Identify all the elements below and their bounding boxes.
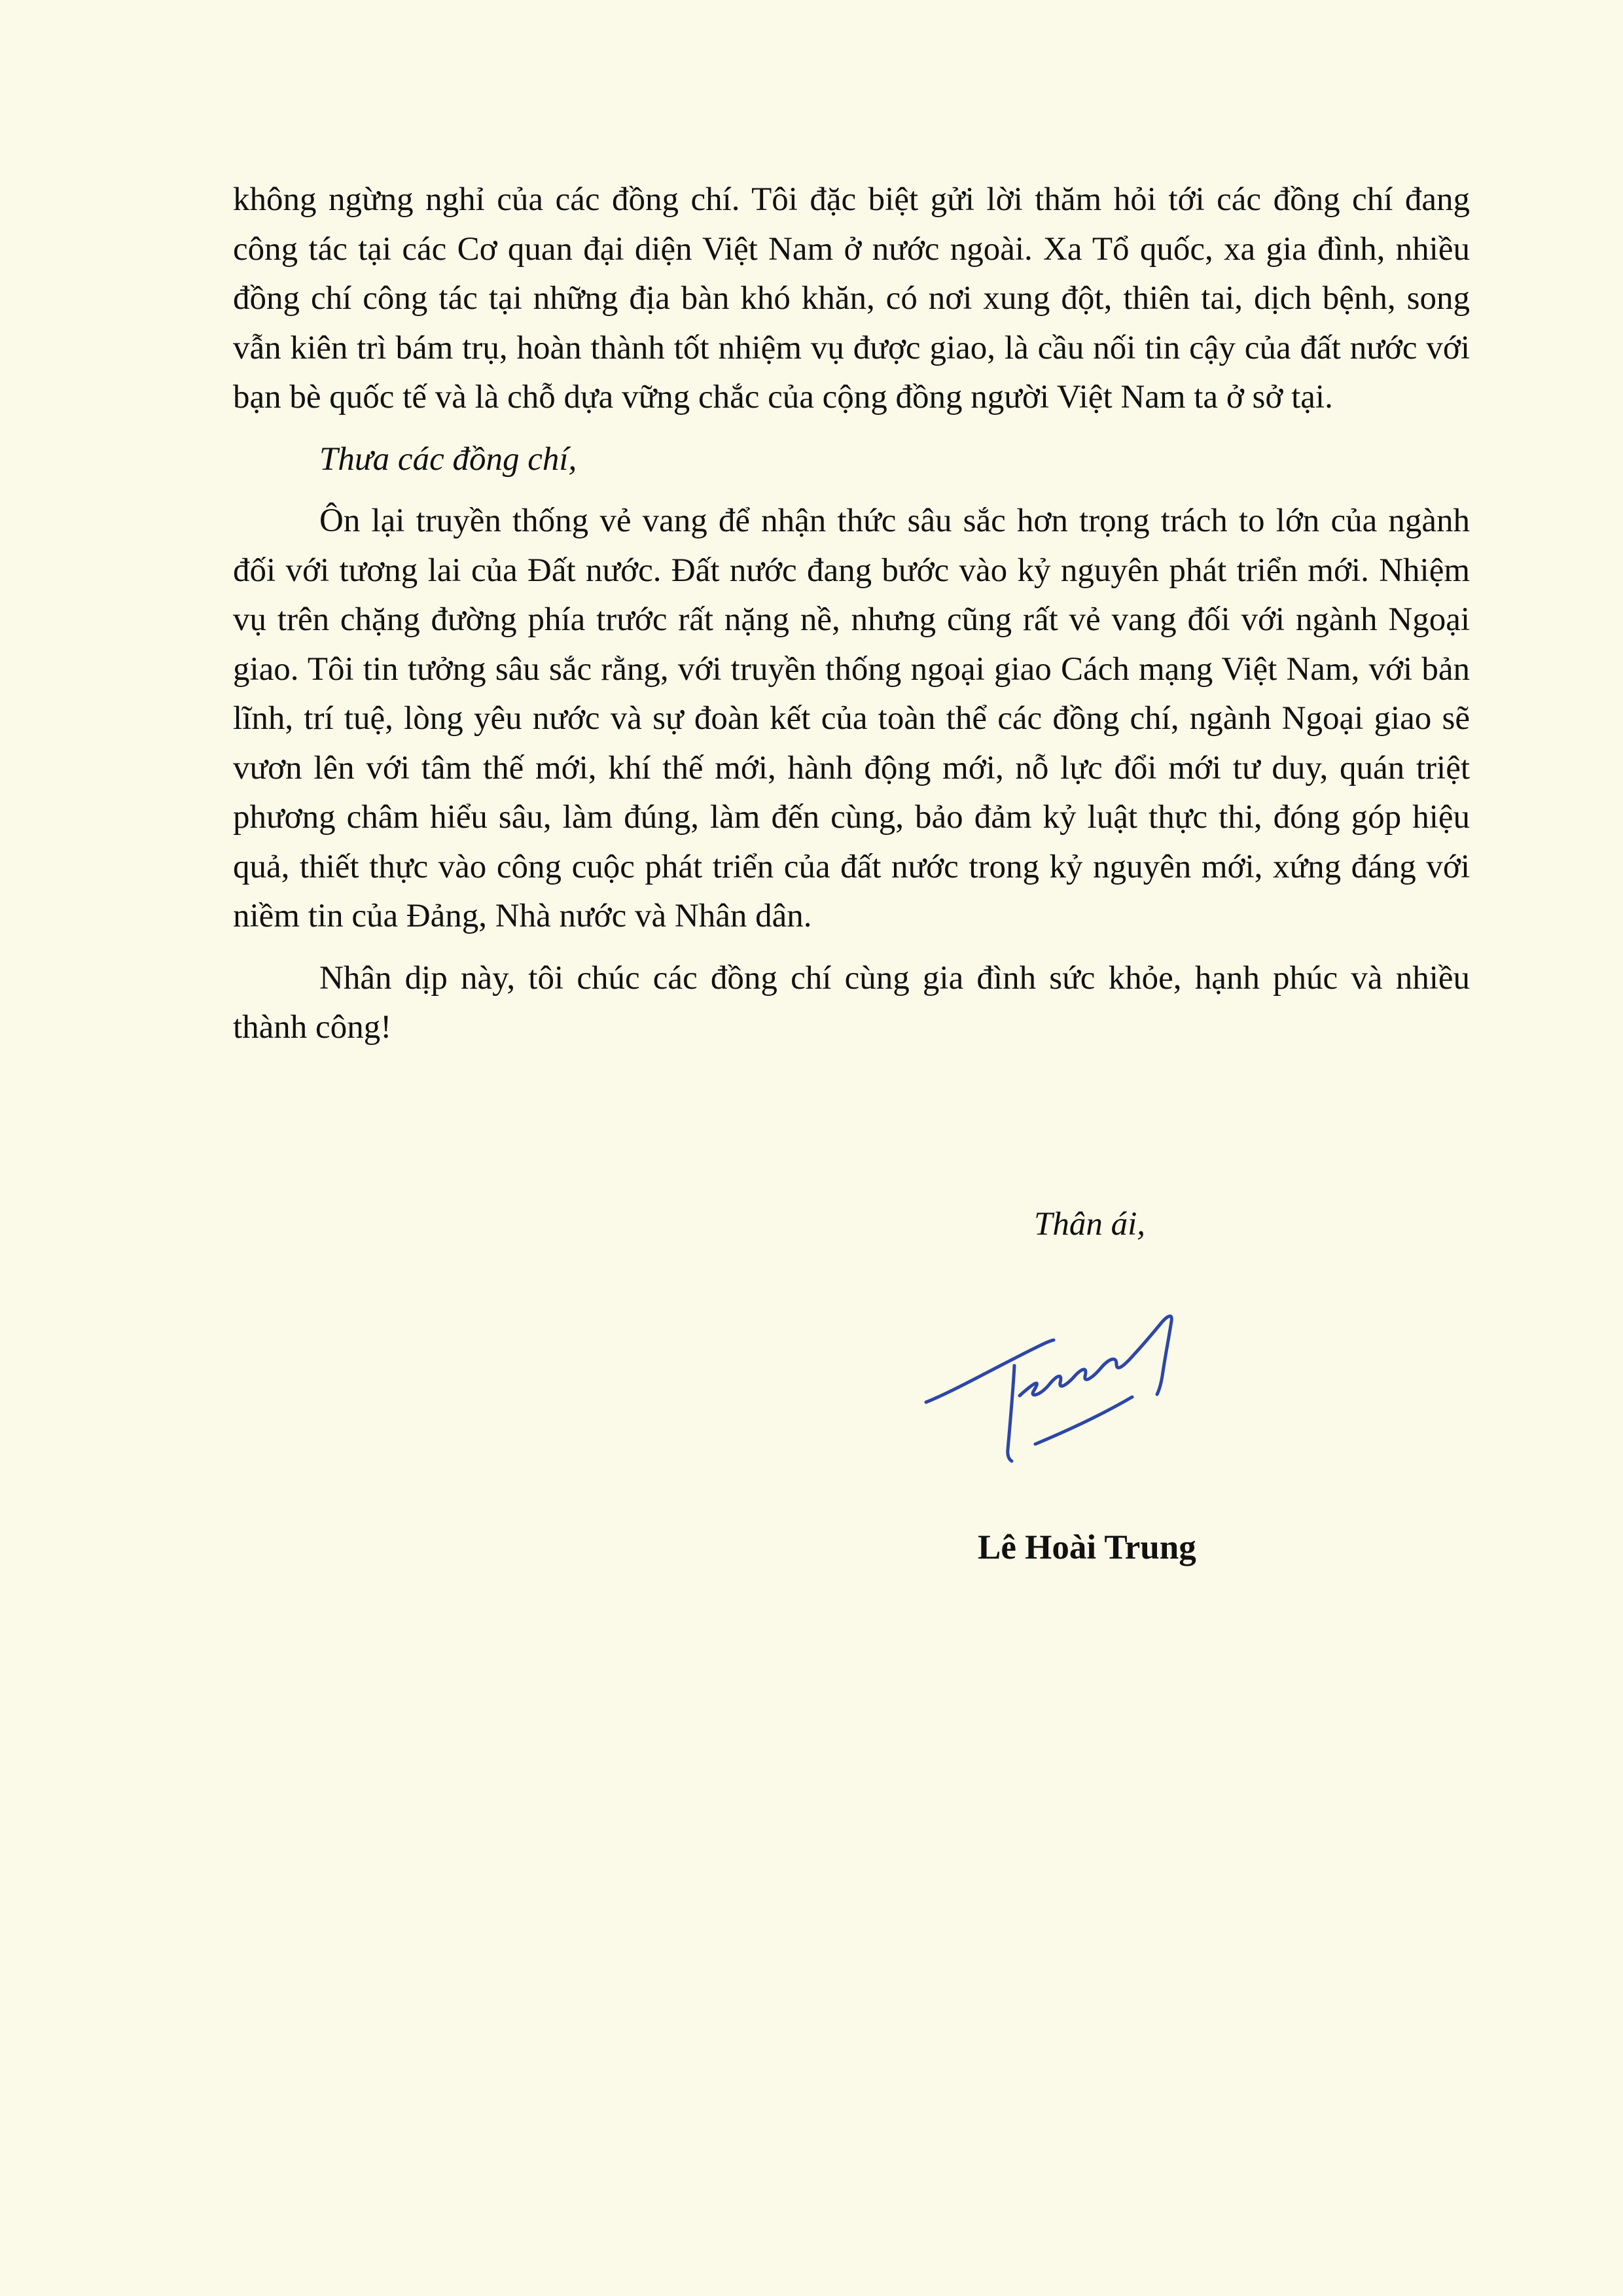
letter-body — [233, 175, 1470, 1053]
salutation: Thưa các đồng chí, — [319, 440, 577, 478]
closing-phrase: Thân ái, — [1034, 1206, 1146, 1243]
signer-name: Lê Hoài Trung — [978, 1528, 1196, 1566]
paragraph-wishes: Nhân dịp này, tôi chúc các đồng chí cùng gia đình sức khỏe, hạnh phúc và nhiều thành công! — [233, 959, 1470, 1046]
signature-stroke-loops — [1020, 1316, 1171, 1396]
paragraph-tradition: Ôn lại truyền thống vẻ vang để nhận thức sâu sắc hơn trọng trách to lớn của ngành đối với tương lai của Đất nước. Đất nước đang bước vào kỷ nguyên phát triển mới. Nhiệm vụ trên chặng đường phía trước rất nặng nề, nhưng cũng rất vẻ vang đối với ngành Ngoại giao. Tôi tin tưởng sâu sắc rằng, với truyền thống ngoại giao Cách mạng Việt Nam, với bản lĩnh, trí tuệ, lòng yêu nước và sự đoàn kết của toàn thể các đồng chí, ngành Ngoại giao sẽ vươn lên với tâm thế mới, khí thế mới, hành động mới, nỗ lực đổi mới tư duy, quán triệt phương châm hiểu sâu, làm đúng, làm đến cùng, bảo đảm kỷ luật thực thi, đóng góp hiệu quả, thiết thực vào công cuộc phát triển của đất nước trong kỷ nguyên mới, xứng đáng với niềm tin của Đảng, Nhà nước và Nhân dân. — [233, 503, 1470, 934]
signature-stroke-underline — [1035, 1397, 1132, 1444]
handwritten-signature — [916, 1292, 1257, 1489]
signature-stroke-stem — [1008, 1366, 1014, 1461]
paragraph-continuation: không ngừng nghỉ của các đồng chí. Tôi đặc biệt gửi lời thăm hỏi tới các đồng chí đang công tác tại các Cơ quan đại diện Việt Nam ở nước ngoài. Xa Tổ quốc, xa gia đình, nhiều đồng chí công tác tại những địa bàn khó khăn, có nơi xung đột, thiên tai, dịch bệnh, song vẫn kiên trì bám trụ, hoàn thành tốt nhiệm vụ được giao, là cầu nối tin cậy của đất nước với bạn bè quốc tế và là chỗ dựa vững chắc của cộng đồng người Việt Nam ta ở sở tại. — [233, 181, 1470, 415]
